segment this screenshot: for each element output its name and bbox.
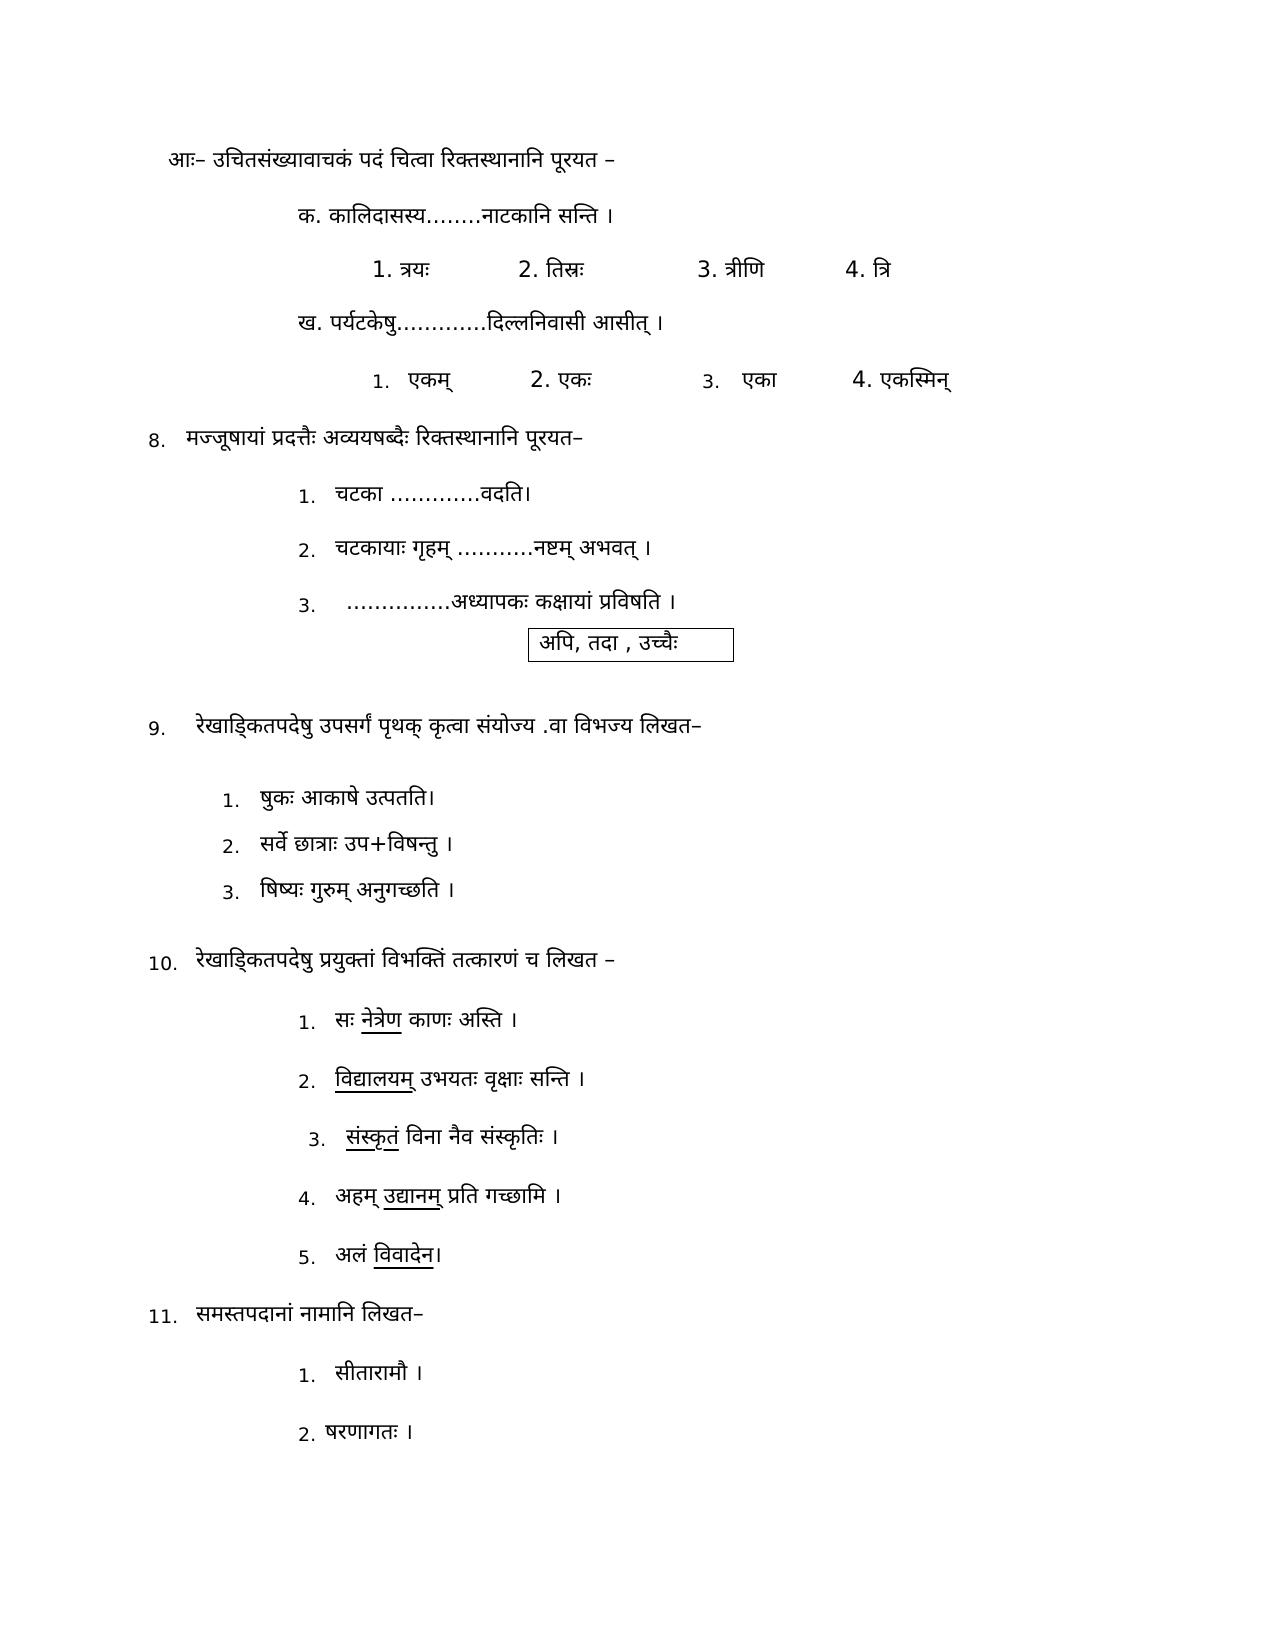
q10-item-2 [335,1069,585,1091]
question-ka: क. कालिदासस्य........नाटकानि सन्ति । [298,204,614,229]
q11-item-1: सीतारामौ । [335,1361,423,1386]
option-ka-2: 2. तिस्रः [518,258,584,283]
q10-item-5-num: 5. [298,1247,317,1269]
q9-item-3-num: 3. [222,882,241,904]
q8-item-1-num: 1. [298,486,317,508]
q8-item-2-num: 2. [298,540,317,562]
section-aa-heading: आः– उचितसंख्यावाचकं पदं चित्वा रिक्तस्थानानि पूरयत – [168,148,616,173]
q8-item-1: चटका .............वदति। [335,482,532,507]
option-kha-3-num: 3. [702,371,721,393]
q11-number: 11. [148,1306,179,1328]
q10-item-1-post: काणः अस्ति । [401,1008,518,1033]
q10-item-3-num: 3. [308,1129,327,1151]
q10-item-2-post: उभयतः वृक्षाः सन्ति । [413,1067,585,1092]
q10-item-5-underlined: विवादेन [373,1243,434,1268]
q10-item-4-post: प्रति गच्छामि । [440,1184,562,1209]
q9-item-1-num: 1. [222,790,241,812]
word-box [528,628,734,662]
option-ka-1: 1. त्रयः [372,258,430,283]
q9-item-3: षिष्यः गुरुम् अनुगच्छति । [260,878,455,903]
q11-item-1-num: 1. [298,1365,317,1387]
q8-number: 8. [148,430,167,452]
q9-heading: रेखाडि्कतपदेषु उपसर्गं पृथक् कृत्वा संयोज्य .वा विभज्य लिखत– [196,714,702,739]
q10-item-2-num: 2. [298,1071,317,1093]
q11-item-2-num: 2. [298,1424,317,1446]
option-kha-4: 4. एकस्मिन् [852,368,949,393]
q8-item-2: चटकायाः गृहम् ...........नष्टम् अभवत् । [335,536,652,561]
q9-number: 9. [148,718,167,740]
option-kha-1-num: 1. [372,371,391,393]
q10-item-1-num: 1. [298,1012,317,1034]
q11-item-2: षरणागतः । [325,1420,414,1445]
q10-item-4 [335,1186,561,1208]
q11-heading: समस्तपदानां नामानि लिखत– [196,1302,424,1327]
q10-item-4-pre: अहम् [335,1184,384,1209]
q10-item-3-post: विना नैव संस्कृतिः । [398,1125,559,1150]
option-ka-4: 4. त्रि [845,258,891,283]
q10-item-3-underlined: संस्कृतं [346,1125,399,1150]
option-ka-3: 3. त्रीणि [697,258,765,283]
q8-item-3-num: 3. [298,595,317,617]
q10-item-1 [335,1010,517,1032]
q9-item-2: सर्वे छात्राः उप+विषन्तु । [260,832,453,857]
q10-item-4-underlined: उद्यानम् [383,1184,441,1209]
q10-item-4-num: 4. [298,1188,317,1210]
q10-item-5 [335,1245,442,1267]
q10-item-1-pre: सः [335,1008,362,1033]
q8-heading: मज्जूषायां प्रदत्तैः अव्ययषब्दैः रिक्तस्थानानि पूरयत– [186,426,584,451]
word-box-text: अपि, तदा , उच्चैः [539,631,678,656]
option-kha-3: एका [742,368,777,393]
q8-item-3: ...............अध्यापकः कक्षायां प्रविषति । [346,590,676,615]
q10-item-1-underlined: नेत्रेण [361,1008,402,1033]
option-kha-2: 2. एकः [530,368,592,393]
q9-item-1: षुकः आकाषे उत्पतति। [260,786,435,811]
q10-item-5-post: । [433,1243,442,1268]
q10-item-2-underlined: विद्यालयम् [335,1067,414,1092]
q9-item-2-num: 2. [222,836,241,858]
option-kha-1: एकम् [408,368,451,393]
q10-heading: रेखाडि्कतपदेषु प्रयुक्तां विभक्तिं तत्कारणं च लिखत – [196,948,616,973]
question-kha: ख. पर्यटकेषु.............दिल्लनिवासी आसीत् । [298,311,664,336]
q10-item-5-pre: अलं [335,1243,374,1268]
q10-item-3 [346,1127,558,1149]
q10-number: 10. [148,953,179,975]
